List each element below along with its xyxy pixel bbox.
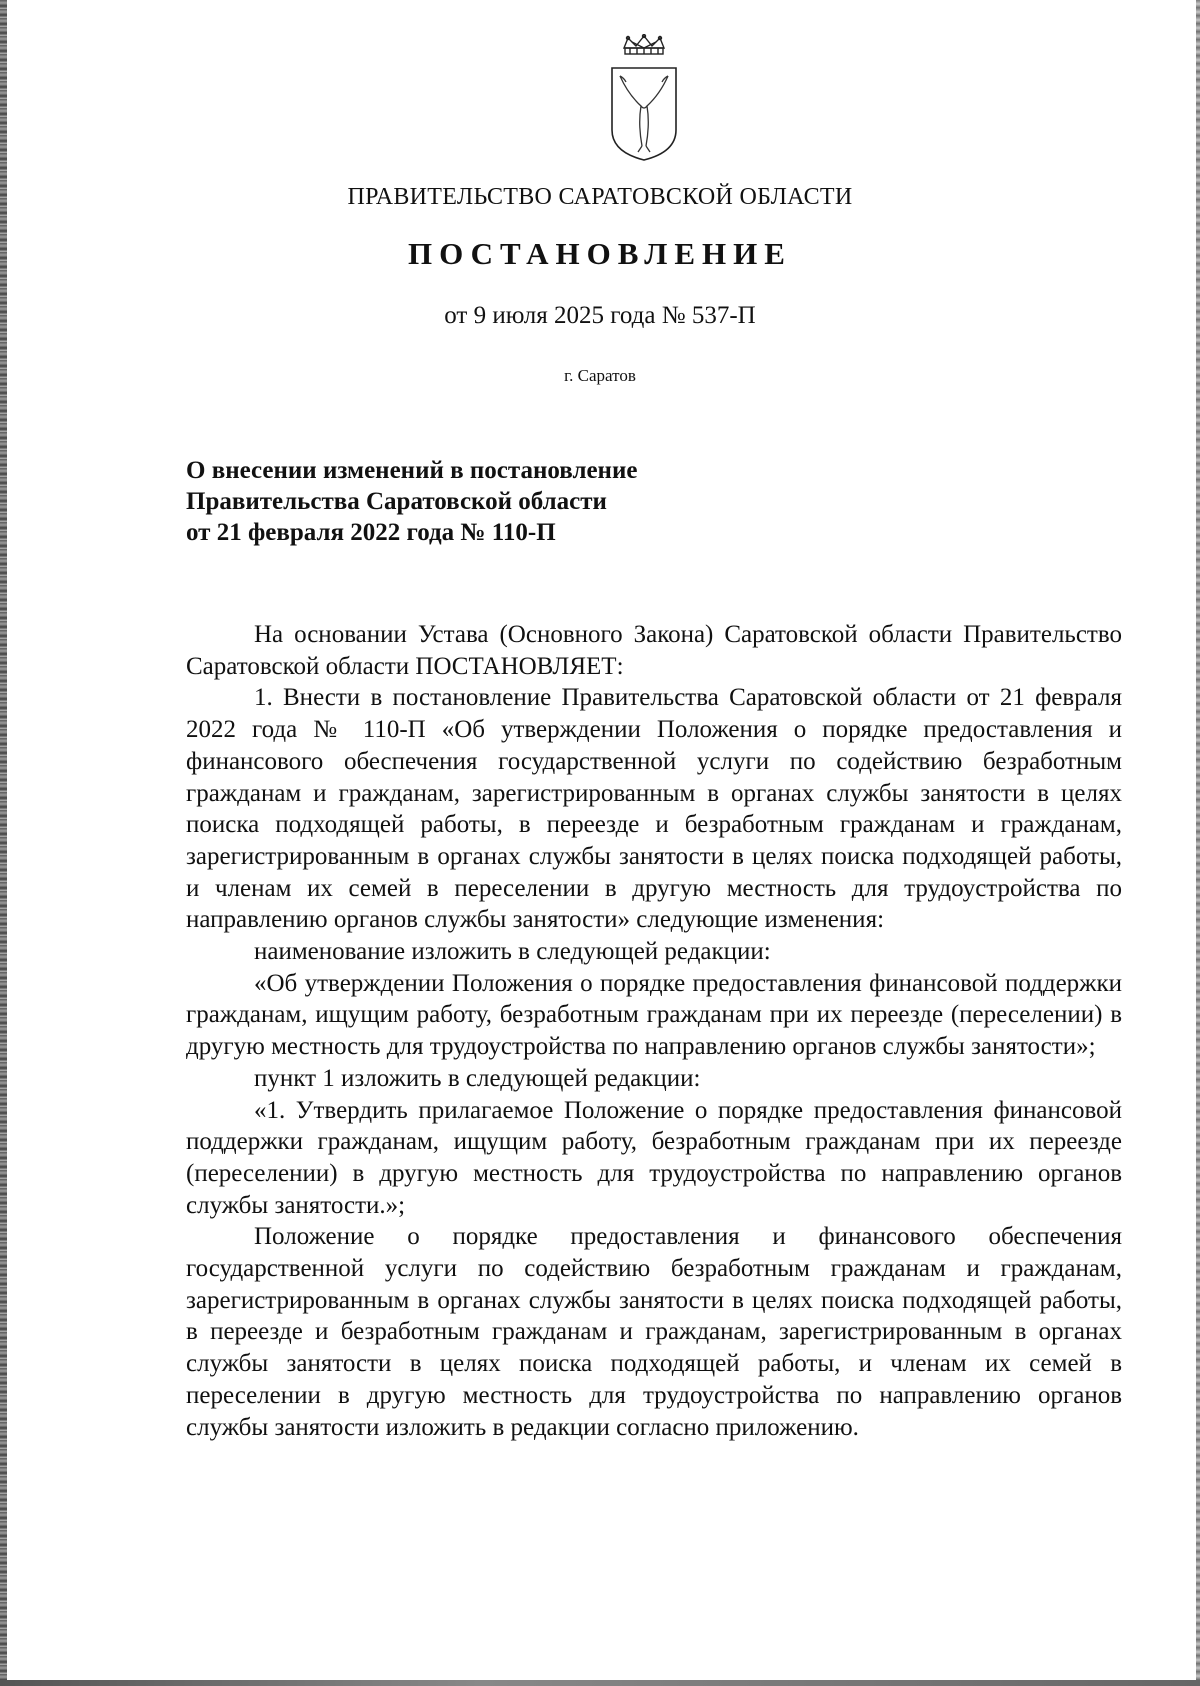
- document-type-title: ПОСТАНОВЛЕНИЕ: [408, 236, 792, 271]
- body-paragraph: 1. Внести в постановление Правительства Саратовской области от 21 февраля 2022 года № 110-П «Об утверждении Положения о порядке предоставления и финансового обеспечения государственной услуги по содействию безработным гражданам и гражданам, зарегистрированным в органах службы занятости в целях поиска подходящей работы, в переезде и безработным гражданам и гражданам, зарегистрированным в органах службы занятости в целях поиска подходящей работы, и членам их семей в переселении в другую местность для трудоустройства по направлению органов службы занятости» следующие изменения:: [186, 684, 1122, 934]
- subject-line: от 21 февраля 2022 года № 110-П: [186, 519, 556, 546]
- organization-name: ПРАВИТЕЛЬСТВО САРАТОВСКОЙ ОБЛАСТИ: [347, 184, 853, 210]
- document-city: г. Саратов: [564, 366, 636, 385]
- document-date-number: от 9 июля 2025 года № 537-П: [444, 302, 756, 329]
- body-paragraph: «Об утверждении Положения о порядке предоставления финансовой поддержки гражданам, ищущим работу, безработным гражданам при их переезде (переселении) в другую местность для трудоустройства по направлению органов службы занятости»;: [186, 969, 1122, 1061]
- body-paragraph: наименование изложить в следующей редакции:: [254, 938, 771, 966]
- document-body: [186, 619, 1122, 1443]
- scan-edge-bottom: [0, 1680, 1200, 1686]
- coat-of-arms-icon: [608, 34, 680, 162]
- document-subject: [186, 455, 886, 548]
- body-paragraph: пункт 1 изложить в следующей редакции:: [254, 1064, 701, 1092]
- body-paragraph: Положение о порядке предоставления и финансового обеспечения государственной услуги по содействию безработным гражданам и гражданам, зарегистрированным в органах службы занятости в целях поиска подходящей работы, в переезде и безработным гражданам и гражданам, зарегистрированным в органах службы занятости в целях поиска подходящей работы, и членам их семей в переселении в другую местность для трудоустройства по направлению органов службы занятости изложить в редакции согласно приложению.: [186, 1223, 1122, 1441]
- body-paragraph: «1. Утвердить прилагаемое Положение о порядке предоставления финансовой поддержки гражданам, ищущим работу, безработным гражданам при их переезде (переселении) в другую местность для трудоустройства по направлению органов службы занятости.»;: [186, 1096, 1122, 1219]
- subject-line: О внесении изменений в постановление: [186, 457, 638, 484]
- subject-line: Правительства Саратовской области: [186, 488, 607, 515]
- body-paragraph: На основании Устава (Основного Закона) Саратовской области Правительство Саратовской области ПОСТАНОВЛЯЕТ:: [186, 621, 1122, 680]
